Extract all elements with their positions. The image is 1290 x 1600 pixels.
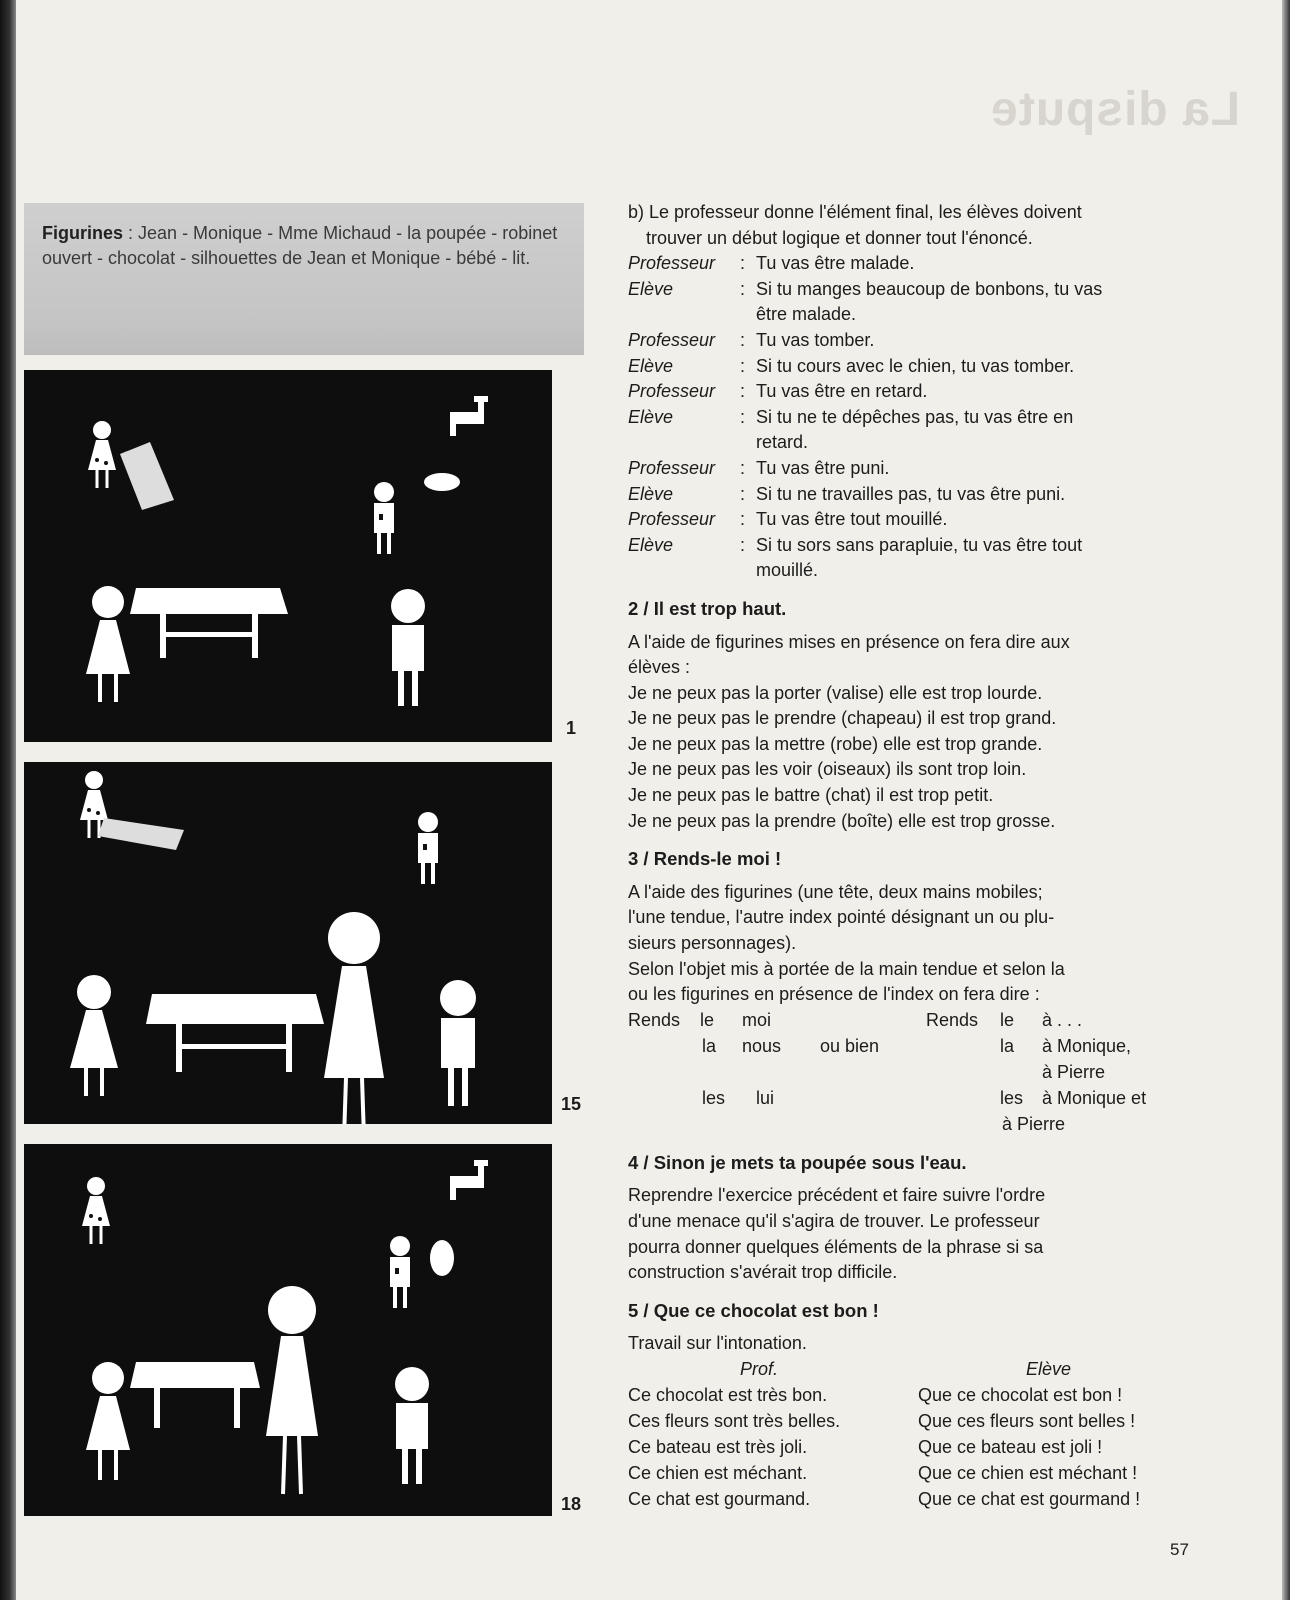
doll bbox=[430, 1240, 454, 1276]
dialogue-role: Elève bbox=[628, 355, 674, 376]
section-2-line: Je ne peux pas la porter (valise) elle est trop lourde. bbox=[628, 682, 1043, 703]
illustration-panel-15 bbox=[24, 762, 552, 1124]
dialogue-text-cont: être malade. bbox=[756, 304, 857, 325]
cell: à Pierre bbox=[1002, 1113, 1066, 1134]
prof-sentence: Ce chocolat est très bon. bbox=[628, 1384, 828, 1405]
part-b-intro-2: trouver un début logique et donner tout l'énoncé. bbox=[646, 227, 1033, 248]
small-boy-figure bbox=[418, 812, 438, 884]
panel-18-art bbox=[24, 1144, 552, 1516]
page-number: 57 bbox=[1170, 1540, 1189, 1559]
mme-michaud-figure bbox=[324, 912, 384, 1124]
cell: à Monique, bbox=[1042, 1035, 1132, 1056]
girl-figure bbox=[86, 586, 130, 702]
prof-sentence: Ces fleurs sont très belles. bbox=[628, 1410, 841, 1431]
section-4-text: d'une menace qu'il s'agira de trouver. Le professeur bbox=[628, 1211, 1040, 1231]
rends-row-4 bbox=[628, 1086, 1196, 1112]
dialogue-role: Professeur bbox=[628, 457, 716, 478]
dialogue-text: : Tu vas être puni. bbox=[756, 456, 1196, 482]
panel-15-art bbox=[24, 762, 552, 1124]
section-4-text: pourra donner quelques éléments de la phrase si sa bbox=[628, 1236, 1044, 1257]
eleve-sentence: Que ce chat est gourmand ! bbox=[918, 1488, 1141, 1509]
dialogue-text: : Si tu sors sans parapluie, tu vas être tout bbox=[756, 533, 1196, 559]
dialogue-row bbox=[628, 277, 1196, 328]
intonation-row bbox=[628, 1383, 1196, 1409]
cell: à . . . bbox=[1042, 1009, 1083, 1030]
eleve-header: Elève bbox=[1026, 1358, 1072, 1379]
section-2-line: Je ne peux pas les voir (oiseaux) ils sont trop loin. bbox=[628, 759, 1027, 780]
dialogue-row bbox=[628, 482, 1196, 508]
intonation-row bbox=[628, 1461, 1196, 1487]
section-4-text: Reprendre l'exercice précédent et faire suivre l'ordre bbox=[628, 1185, 1046, 1206]
right-column bbox=[628, 200, 1196, 1513]
faucet bbox=[450, 396, 488, 436]
intonation-header bbox=[628, 1357, 1196, 1383]
dialogue-row bbox=[628, 328, 1196, 354]
chocolate-bar bbox=[98, 818, 184, 850]
figurines-label: Figurines bbox=[42, 223, 124, 243]
section-3-text: l'une tendue, l'autre index pointé désignant un ou plu- bbox=[628, 907, 1055, 928]
chocolate-bar bbox=[120, 442, 174, 510]
eleve-sentence: Que ce chocolat est bon ! bbox=[918, 1384, 1123, 1405]
cell: ou bien bbox=[820, 1035, 880, 1056]
part-b-intro-1: b) Le professeur donne l'élément final, les élèves doivent bbox=[628, 202, 1082, 222]
dialogue-row bbox=[628, 354, 1196, 380]
cell: la bbox=[702, 1035, 717, 1056]
rends-row-2 bbox=[628, 1034, 1196, 1060]
figurines-text: : Jean - Monique - Mme Michaud - la poupée - robinet ouvert - chocolat - silhouettes de Jean et Monique - bébé - lit. bbox=[42, 223, 558, 268]
panel-number-15: 15 bbox=[560, 1094, 582, 1114]
intonation-row bbox=[628, 1409, 1196, 1435]
show-through-heading: La dispute bbox=[990, 83, 1241, 136]
dialogue-text: : Si tu ne travailles pas, tu vas être puni. bbox=[756, 482, 1196, 508]
girl-figure bbox=[86, 1362, 130, 1480]
section-4-text: construction s'avérait trop difficile. bbox=[628, 1262, 898, 1283]
section-3-text: A l'aide des figurines (une tête, deux mains mobiles; bbox=[628, 881, 1043, 902]
eleve-sentence: Que ces fleurs sont belles ! bbox=[918, 1410, 1136, 1431]
dialogue-row bbox=[628, 456, 1196, 482]
section-2-intro: élèves : bbox=[628, 657, 691, 678]
section-2-line: Je ne peux pas le battre (chat) il est trop petit. bbox=[628, 785, 994, 806]
dialogue-row bbox=[628, 507, 1196, 533]
dialogue-role: Professeur bbox=[628, 329, 716, 350]
table bbox=[130, 588, 288, 658]
cell: Rends bbox=[628, 1009, 681, 1030]
dialogue-role: Elève bbox=[628, 534, 674, 555]
figurines-box bbox=[24, 203, 584, 355]
section-3-text: ou les figurines en présence de l'index on fera dire : bbox=[628, 984, 1040, 1005]
cell: les bbox=[702, 1087, 726, 1108]
small-boy-figure bbox=[390, 1236, 410, 1308]
prof-header: Prof. bbox=[740, 1358, 779, 1379]
cell: les bbox=[1000, 1087, 1024, 1108]
section-2-title: 2 / Il est trop haut. bbox=[628, 597, 787, 619]
mme-michaud-figure bbox=[266, 1286, 318, 1494]
section-3-text: sieurs personnages). bbox=[628, 933, 797, 954]
cell: la bbox=[1000, 1035, 1015, 1056]
page-edge bbox=[1282, 0, 1290, 1600]
section-2-line: Je ne peux pas la prendre (boîte) elle est trop grosse. bbox=[628, 810, 1056, 831]
cell: le bbox=[1000, 1009, 1015, 1030]
faucet bbox=[450, 1160, 488, 1200]
section-2-line: Je ne peux pas le prendre (chapeau) il est trop grand. bbox=[628, 708, 1057, 729]
dialogue-text: : Si tu manges beaucoup de bonbons, tu vas bbox=[756, 277, 1196, 303]
dialogue-row bbox=[628, 251, 1196, 277]
section-2-line: Je ne peux pas la mettre (robe) elle est trop grande. bbox=[628, 733, 1043, 754]
intonation-row bbox=[628, 1487, 1196, 1513]
dialogue-block bbox=[628, 251, 1196, 584]
section-4-title: 4 / Sinon je mets ta poupée sous l'eau. bbox=[628, 1151, 967, 1173]
dialogue-role: Elève bbox=[628, 406, 674, 427]
prof-sentence: Ce bateau est très joli. bbox=[628, 1436, 808, 1457]
rends-table bbox=[628, 1008, 1196, 1138]
dialogue-role: Elève bbox=[628, 483, 674, 504]
small-boy-figure bbox=[374, 482, 394, 554]
dialogue-role: Professeur bbox=[628, 509, 716, 530]
cell: lui bbox=[756, 1087, 775, 1108]
prof-sentence: Ce chat est gourmand. bbox=[628, 1488, 811, 1509]
cell: à Monique et bbox=[1042, 1087, 1147, 1108]
book-binding bbox=[0, 0, 16, 1600]
cell: le bbox=[700, 1009, 715, 1030]
section-2-intro: A l'aide de figurines mises en présence on fera dire aux bbox=[628, 631, 1070, 652]
small-girl-figure bbox=[82, 1177, 110, 1244]
dialogue-text: : Tu vas tomber. bbox=[756, 328, 1196, 354]
dialogue-text: : Si tu cours avec le chien, tu vas tomber. bbox=[756, 354, 1196, 380]
cell: Rends bbox=[926, 1009, 979, 1030]
illustration-panel-18 bbox=[24, 1144, 552, 1516]
dialogue-role: Elève bbox=[628, 278, 674, 299]
section-5-intro: Travail sur l'intonation. bbox=[628, 1333, 807, 1354]
dialogue-text: : Tu vas être tout mouillé. bbox=[756, 507, 1196, 533]
girl-figure bbox=[70, 975, 118, 1096]
dialogue-role: Professeur bbox=[628, 253, 716, 274]
section-3-text: Selon l'objet mis à portée de la main tendue et selon la bbox=[628, 958, 1065, 979]
section-5-title: 5 / Que ce chocolat est bon ! bbox=[628, 1299, 879, 1321]
cell: à Pierre bbox=[1042, 1061, 1106, 1082]
panel-1-art bbox=[24, 370, 552, 742]
dialogue-text: : Si tu ne te dépêches pas, tu vas être en bbox=[756, 405, 1196, 431]
panel-number-1: 1 bbox=[565, 718, 576, 738]
dialogue-text-cont: retard. bbox=[756, 432, 809, 453]
rends-row-3 bbox=[628, 1060, 1196, 1086]
cell: nous bbox=[742, 1035, 782, 1056]
prof-sentence: Ce chien est méchant. bbox=[628, 1462, 808, 1483]
intonation-row bbox=[628, 1435, 1196, 1461]
doll bbox=[424, 473, 460, 491]
dialogue-text: : Tu vas être malade. bbox=[756, 251, 1196, 277]
rends-row-1 bbox=[628, 1008, 1196, 1034]
panel-number-18: 18 bbox=[560, 1494, 582, 1514]
table bbox=[146, 994, 324, 1072]
boy-figure bbox=[440, 980, 476, 1106]
dialogue-row bbox=[628, 405, 1196, 456]
boy-figure bbox=[391, 589, 425, 706]
dialogue-role: Professeur bbox=[628, 381, 716, 402]
section-3-title: 3 / Rends-le moi ! bbox=[628, 848, 782, 870]
eleve-sentence: Que ce bateau est joli ! bbox=[918, 1436, 1103, 1457]
dialogue-text: : Tu vas être en retard. bbox=[756, 379, 1196, 405]
small-girl-figure bbox=[88, 421, 116, 488]
boy-figure bbox=[395, 1367, 429, 1484]
rends-row-5 bbox=[628, 1112, 1196, 1138]
dialogue-row bbox=[628, 533, 1196, 584]
table bbox=[130, 1362, 260, 1428]
dialogue-row bbox=[628, 379, 1196, 405]
dialogue-text-cont: mouillé. bbox=[756, 560, 819, 581]
cell: moi bbox=[742, 1009, 772, 1030]
illustration-panel-1 bbox=[24, 370, 552, 742]
eleve-sentence: Que ce chien est méchant ! bbox=[918, 1462, 1138, 1483]
